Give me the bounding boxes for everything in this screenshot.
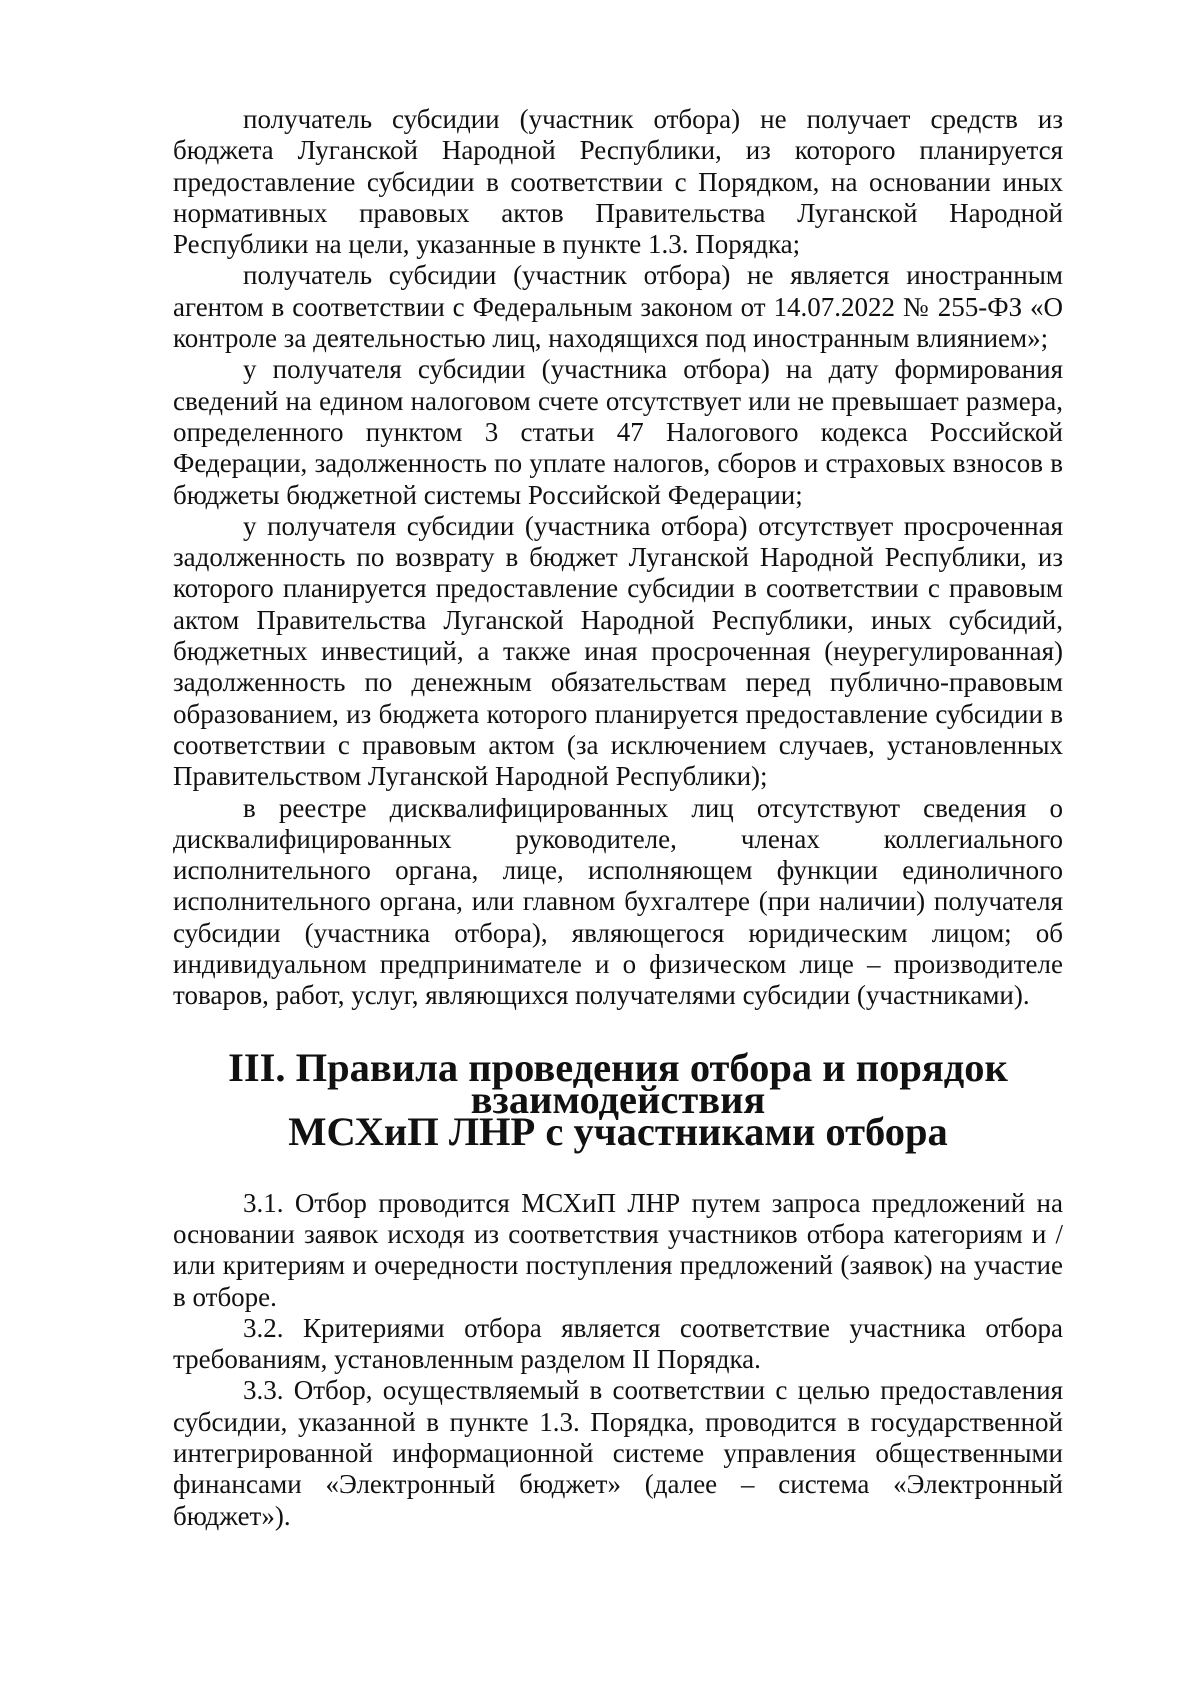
- section-iii-heading-line1: III. Правила проведения отбора и порядок взаимодействия: [228, 1044, 1008, 1122]
- paragraph-3-3: 3.3. Отбор, осуществляемый в соответствии с целью предоставления субсидии, указанной в пункте 1.3. Порядка, проводится в государственной интегрированной информационной системе управления общественными финансами «Электронный бюджет» (далее – система «Электронный бюджет»).: [173, 1375, 1063, 1531]
- paragraph-not-foreign-agent: получатель субсидии (участник отбора) не является иностранным агентом в соответствии с Федеральным законом от 14.07.2022 № 255-ФЗ «О контроле за деятельностью лиц, находящихся под иностранным влиянием»;: [173, 260, 1063, 354]
- paragraph-no-budget-funds: получатель субсидии (участник отбора) не получает средств из бюджета Луганской Народной Республики, из которого планируется предоставление субсидии в соответствии с Порядком, на основании иных нормативных правовых актов Правительства Луганской Народной Республики на цели, указанные в пункте 1.3. Порядка;: [173, 104, 1063, 260]
- section-iii-heading-line2: МСХиП ЛНР с участниками отбора: [288, 1108, 948, 1154]
- paragraph-3-1: 3.1. Отбор проводится МСХиП ЛНР путем запроса предложений на основании заявок исходя из соответствия участников отбора категориям и / или критериям и очередности поступления предложений (заявок) на участие в отборе.: [173, 1187, 1063, 1312]
- paragraph-disqualified-registry: в реестре дисквалифицированных лиц отсутствуют сведения о дисквалифицированных руководителе, членах коллегиального исполнительного органа, лице, исполняющем функции единоличного исполнительного органа, или главном бухгалтере (при наличии) получателя субсидии (участника отбора), являющегося юридическим лицом; об индивидуальном предпринимателе и о физическом лице – производителе товаров, работ, услуг, являющихся получателями субсидии (участниками).: [173, 792, 1063, 1011]
- paragraph-3-2: 3.2. Критериями отбора является соответствие участника отбора требованиям, установленным разделом II Порядка.: [173, 1312, 1063, 1375]
- section-iii-heading: [173, 1044, 1063, 1154]
- document-page: [173, 104, 1063, 1532]
- paragraph-overdue-debt: у получателя субсидии (участника отбора) отсутствует просроченная задолженность по возврату в бюджет Луганской Народной Республики, из которого планируется предоставление субсидии в соответствии с правовым актом Правительства Луганской Народной Республики, иных субсидий, бюджетных инвестиций, а также иная просроченная (неурегулированная) задолженность по денежным обязательствам перед публично-правовым образованием, из бюджета которого планируется предоставление субсидии в соответствии с правовым актом (за исключением случаев, установленных Правительством Луганской Народной Республики);: [173, 510, 1063, 792]
- paragraph-tax-debt: у получателя субсидии (участника отбора) на дату формирования сведений на едином налоговом счете отсутствует или не превышает размера, определенного пунктом 3 статьи 47 Налогового кодекса Российской Федерации, задолженность по уплате налогов, сборов и страховых взносов в бюджеты бюджетной системы Российской Федерации;: [173, 354, 1063, 510]
